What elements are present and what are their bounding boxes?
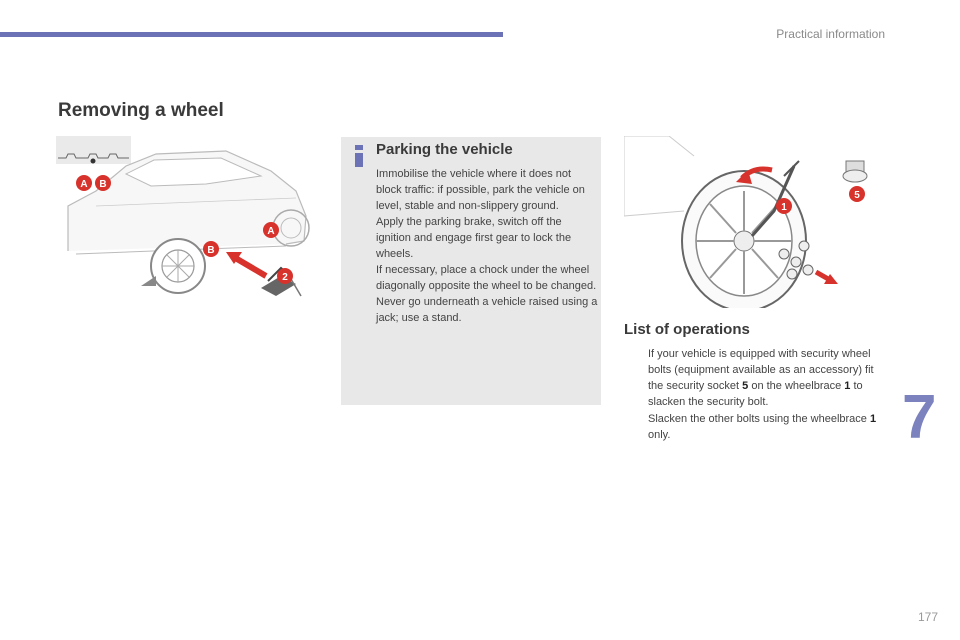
list-item: If your vehicle is equipped with security wheel bolts (equipment available as an accessory) fit the security socket 5 on the wheelbrace 1 to slacken the security bolt. <box>648 348 874 408</box>
info-box-body <box>376 166 598 326</box>
callout-label-1 <box>776 198 792 214</box>
callout-label-a <box>76 175 92 191</box>
callout-label-a <box>263 222 279 238</box>
section-label: Practical information <box>776 27 885 41</box>
info-box-title: Parking the vehicle <box>376 141 513 158</box>
svg-text:2: 2 <box>282 272 288 283</box>
section-accent-bar <box>0 32 503 37</box>
svg-text:1: 1 <box>781 202 787 213</box>
chapter-number: 7 <box>902 383 937 452</box>
parking-info-box <box>341 137 601 405</box>
info-paragraph: Immobilise the vehicle where it does not block traffic: if possible, park the vehicle on level, stable and non-slippery ground. <box>376 168 585 212</box>
svg-text:A: A <box>267 226 275 237</box>
callout-label-2 <box>277 268 293 284</box>
callout-label-b <box>203 241 219 257</box>
info-paragraph: Never go underneath a vehicle raised using a jack; use a stand. <box>376 296 598 324</box>
wheel-bolts-illustration <box>624 136 872 308</box>
svg-text:B: B <box>207 245 215 256</box>
svg-text:5: 5 <box>854 190 860 201</box>
info-paragraph: If necessary, place a chock under the wheel diagonally opposite the wheel to be changed. <box>376 264 597 292</box>
operations-list <box>624 346 880 444</box>
svg-text:B: B <box>99 179 107 190</box>
callout-label-b <box>95 175 111 191</box>
car-jack-illustration <box>56 136 314 306</box>
callout-label-5 <box>849 186 865 202</box>
info-paragraph: Apply the parking brake, switch off the ignition and engage first gear to lock the wheels. <box>376 216 572 260</box>
svg-text:A: A <box>80 179 88 190</box>
list-item: Slacken the other bolts using the wheelbrace 1 only. <box>648 413 877 441</box>
page-number: 177 <box>917 610 938 624</box>
operations-title: List of operations <box>624 321 750 338</box>
page-title: Removing a wheel <box>58 100 224 121</box>
info-icon <box>353 145 365 167</box>
